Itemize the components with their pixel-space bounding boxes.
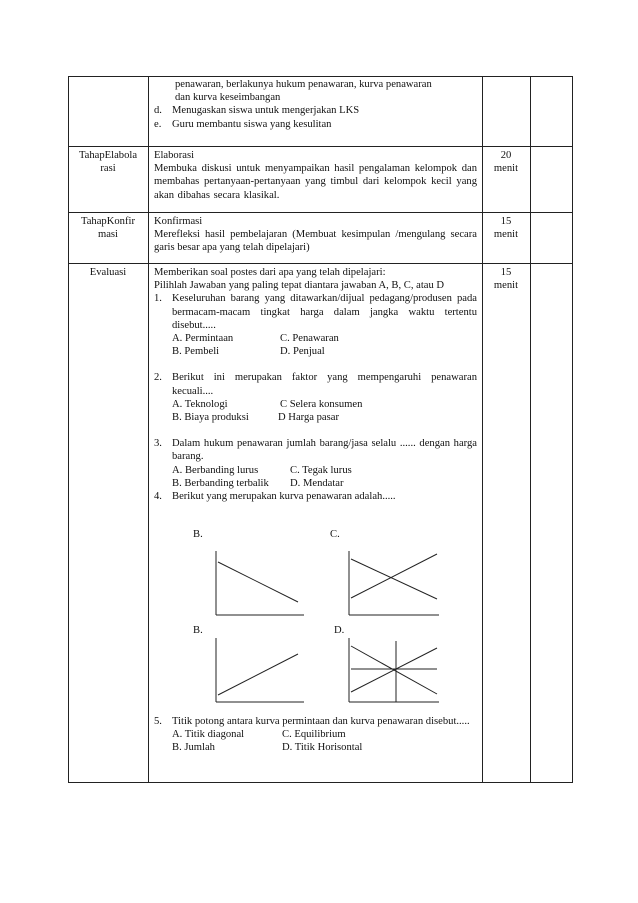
evaluation-instruction: Pilihlah Jawaban yang paling tepat diantara jawaban A, B, C, atau D xyxy=(154,280,445,292)
graph-curve-line xyxy=(218,562,298,602)
option-a: A. Permintaan xyxy=(172,333,234,345)
list-marker: d. xyxy=(154,105,162,117)
stage-label-line: masi xyxy=(97,229,118,241)
option-d: D. Titik Horisontal xyxy=(282,742,363,754)
row-divider-konfirmasi xyxy=(68,212,573,213)
row-divider-elaborasi xyxy=(68,146,573,147)
activity-evaluasi xyxy=(154,266,477,503)
graph-label-bl: B. xyxy=(193,625,203,636)
option-a: A. Teknologi xyxy=(172,398,228,410)
question-text: Titik potong antara kurva permintaan dan kurva penawaran disebut..... xyxy=(172,716,470,727)
question-5-block xyxy=(154,715,477,755)
time-value: 15 xyxy=(500,267,512,278)
lesson-plan-table xyxy=(68,76,573,783)
graph-supply-line xyxy=(351,554,437,598)
evaluation-intro: Memberikan soal postes dari apa yang telah dipelajari: xyxy=(154,267,386,278)
question-number: 1. xyxy=(154,293,162,305)
question-text: Keseluruhan barang yang ditawarkan/dijual pedagang/produsen pada bermacam-macam tingkat harga dalam jangka waktu tertentu disebut..... xyxy=(172,293,477,331)
option-d: D. Penjual xyxy=(280,346,325,358)
activity-title: Elaborasi xyxy=(154,150,195,161)
stage-label-line: TahapKonfir xyxy=(81,216,135,227)
question-5-options xyxy=(154,728,477,754)
question-3 xyxy=(154,437,477,463)
question-number: 2. xyxy=(154,372,162,384)
graph-label-br: D. xyxy=(334,625,345,636)
table-border-right xyxy=(572,76,573,783)
option-d: D. Mendatar xyxy=(290,477,344,489)
column-divider-stage xyxy=(148,76,149,783)
option-c: C. Equilibrium xyxy=(282,729,346,741)
column-divider-time xyxy=(530,76,531,783)
option-c: C. Tegak lurus xyxy=(290,464,352,476)
option-c: C. Penawaran xyxy=(280,333,339,345)
question-4 xyxy=(154,490,477,503)
time-unit: menit xyxy=(493,280,519,292)
question-text: Berikut ini merupakan faktor yang mempengaruhi penawaran kecuali.... xyxy=(172,372,477,397)
time-konfirmasi xyxy=(482,215,530,241)
option-b: B. Pembeli xyxy=(172,346,220,358)
list-item xyxy=(154,104,477,117)
question-2 xyxy=(154,371,477,397)
graph-supply-line xyxy=(351,648,437,692)
activity-text: Membuka diskusi untuk menyampaikan hasil pengalaman kelompok dan membahas pertanyaan-pertanyaan yang timbul dari kelompok kecil yang akan dibahas secara klasikal. xyxy=(154,163,477,201)
option-d: D Harga pasar xyxy=(278,412,339,424)
list-marker: e. xyxy=(154,118,162,130)
time-elaborasi xyxy=(482,149,530,175)
activity-title: Konfirmasi xyxy=(154,216,203,227)
graph-curve-line xyxy=(218,654,298,695)
time-value: 15 xyxy=(500,216,512,227)
question-1-options xyxy=(154,332,477,358)
continuation-line: penawaran, berlakunya hukum penawaran, kurva penawaran xyxy=(175,79,432,90)
question-1 xyxy=(154,292,477,332)
time-value: 20 xyxy=(500,150,512,161)
list-text: Menugaskan siswa untuk mengerjakan LKS xyxy=(172,105,360,117)
graph-supply-curve xyxy=(216,638,306,704)
question-text: Dalam hukum penawaran jumlah barang/jasa selalu ...... dengan harga barang. xyxy=(172,438,477,463)
option-a: A. Titik diagonal xyxy=(172,729,245,741)
question-number: 3. xyxy=(154,438,162,450)
stage-label-evaluasi xyxy=(70,266,146,279)
graph-label-tr: C. xyxy=(330,529,340,540)
list-item xyxy=(154,118,477,131)
option-b: B. Biaya produksi xyxy=(172,412,249,424)
time-evaluasi xyxy=(482,266,530,292)
continuation-line: dan kurva keseimbangan xyxy=(175,92,281,104)
graph-demand-curve xyxy=(216,551,306,617)
question-number: 4. xyxy=(154,491,162,503)
activity-elaborasi xyxy=(154,149,477,202)
question-number: 5. xyxy=(154,716,162,727)
column-divider-activity xyxy=(482,76,483,783)
list-text: Guru membantu siswa yang kesulitan xyxy=(172,118,332,130)
question-3-options xyxy=(154,464,477,490)
time-unit: menit xyxy=(493,229,519,241)
question-text: Berikut yang merupakan kurva penawaran adalah..... xyxy=(172,491,396,503)
time-unit: menit xyxy=(493,163,519,175)
graph-label-tl: B. xyxy=(193,529,203,540)
option-b: B. Berbanding terbalik xyxy=(172,477,269,489)
graph-equilibrium-curves xyxy=(349,551,441,617)
question-2-options xyxy=(154,398,477,424)
activity-text: Merefleksi hasil pembelajaran (Membuat kesimpulan /mengulang secara garis besar apa yang telah dipelajari) xyxy=(154,229,477,254)
row-divider-evaluasi xyxy=(68,263,573,264)
table-border-bottom xyxy=(68,782,573,783)
question-5 xyxy=(154,715,477,728)
table-border-top xyxy=(68,76,573,77)
stage-label-line: rasi xyxy=(100,163,116,175)
graph-multiple-curves xyxy=(349,638,441,704)
stage-label-line: Evaluasi xyxy=(89,267,127,278)
table-border-left xyxy=(68,76,69,783)
option-c: C Selera konsumen xyxy=(280,398,363,410)
activity-konfirmasi xyxy=(154,215,477,255)
continuation-cell xyxy=(154,78,477,131)
stage-label-elaborasi xyxy=(70,149,146,175)
option-a: A. Berbanding lurus xyxy=(172,464,259,476)
stage-label-konfirmasi xyxy=(70,215,146,241)
stage-label-line: TahapElabola xyxy=(78,150,138,161)
graph-demand-line xyxy=(351,559,437,599)
option-b: B. Jumlah xyxy=(172,742,215,754)
